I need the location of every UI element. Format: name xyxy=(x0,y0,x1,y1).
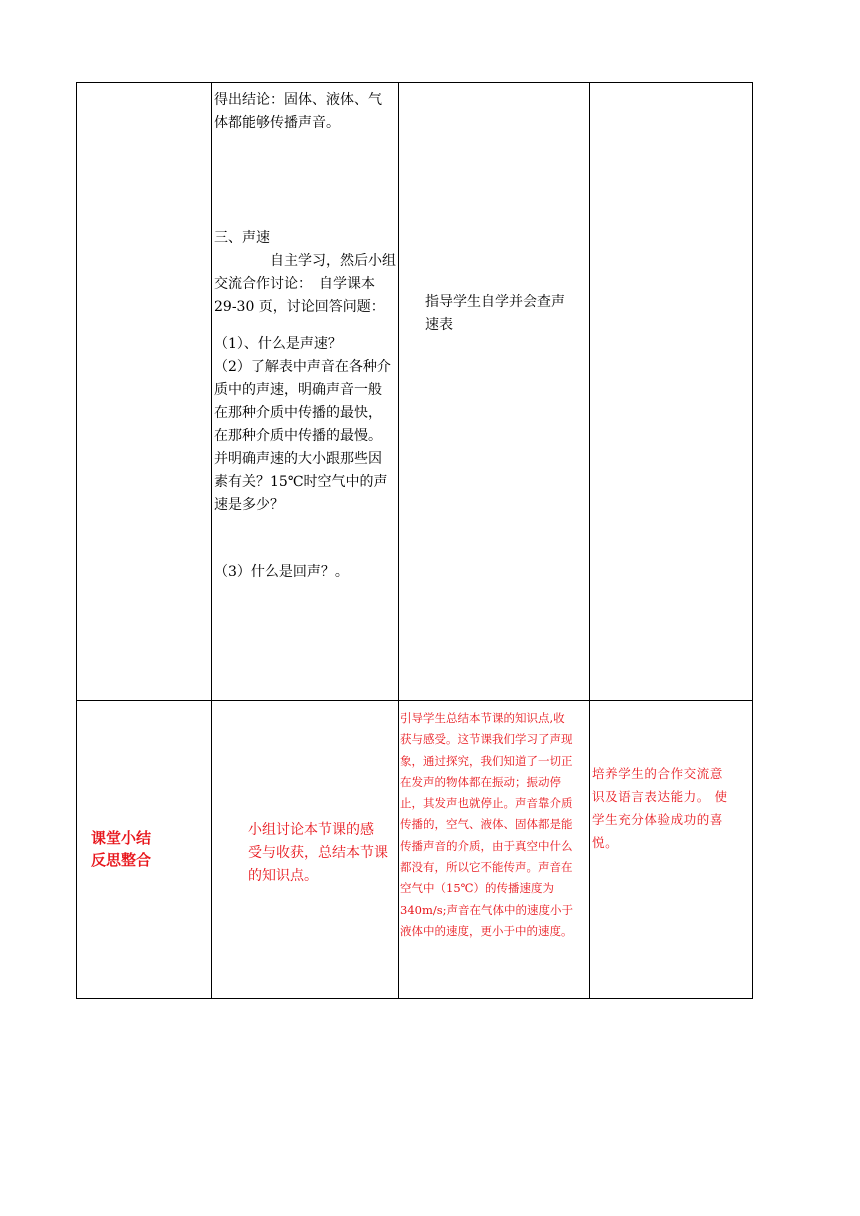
instruction-text: 29-30 页，讨论回答问题： xyxy=(214,299,385,315)
section-title: 三、声速 xyxy=(214,230,270,246)
teacher-summary-line: 在发声的物体都在振动；振动停 xyxy=(400,774,561,789)
intent-text: 培养学生的合作交流意 xyxy=(592,766,724,781)
student-summary-text: 的知识点。 xyxy=(248,868,318,884)
teacher-guidance: 指导学生自学并会查声 xyxy=(425,294,565,310)
student-summary-text: 受与收获，总结本节课 xyxy=(248,845,388,861)
teacher-summary-line: 液体中的速度，更小于中的速度。 xyxy=(400,923,573,938)
question-2: 素有关？15℃时空气中的声 xyxy=(214,474,388,490)
question-1: （1）、什么是声速？ xyxy=(214,336,342,352)
teacher-summary-line: 引导学生总结本节课的知识点,收 xyxy=(400,711,565,725)
question-2: 速是多少？ xyxy=(214,497,284,513)
teacher-summary-line: 象，通过探究，我们知道了一切正 xyxy=(400,753,573,768)
intent-text: 识及语言表达能力。 使 xyxy=(592,789,728,804)
row1-activity-cell xyxy=(214,89,399,584)
summary-section-label xyxy=(91,827,206,871)
instruction-text: 自主学习，然后小组 xyxy=(270,253,396,269)
lesson-plan-table xyxy=(76,82,753,999)
teacher-summary-line: 获与感受。这节课我们学习了声现 xyxy=(400,732,573,747)
question-2: 在那种介质中传播的最快， xyxy=(214,405,382,421)
question-2: 在那种介质中传播的最慢。 xyxy=(214,428,382,444)
teacher-summary-line: 传播声音的介质，由于真空中什么 xyxy=(400,838,573,853)
summary-label-line: 反思整合 xyxy=(91,851,152,869)
teacher-summary-line: 空气中（15℃）的传播速度为 xyxy=(400,881,554,896)
student-summary-text: 小组讨论本节课的感 xyxy=(248,822,374,838)
teacher-summary-line: 340m/s;声音在气体中的速度小于 xyxy=(400,902,574,917)
teacher-summary-line: 传播的，空气、液体、固体都是能 xyxy=(400,817,573,832)
row1-teacher-cell xyxy=(425,291,585,337)
column-divider xyxy=(211,83,212,998)
row2-teacher-cell xyxy=(400,708,589,942)
question-2: （2）了解表中声音在各种介 xyxy=(214,359,391,375)
teacher-guidance: 速表 xyxy=(425,317,453,333)
question-3: （3）什么是回声？。 xyxy=(214,564,349,580)
row2-student-cell xyxy=(248,819,398,888)
row-divider xyxy=(77,700,752,701)
intent-text: 悦。 xyxy=(592,835,619,850)
teacher-summary-line: 都没有，所以它不能传声。声音在 xyxy=(400,860,573,875)
conclusion-text: 得出结论：固体、液体、气 xyxy=(214,92,382,108)
row2-intent-cell xyxy=(592,762,752,854)
column-divider xyxy=(589,83,590,998)
summary-label-line: 课堂小结 xyxy=(91,829,152,847)
teacher-summary-line: 止，其发声也就停止。声音靠介质 xyxy=(400,796,573,811)
intent-text: 学生充分体验成功的喜 xyxy=(592,812,724,827)
question-2: 并明确声速的大小跟那些因 xyxy=(214,451,382,467)
instruction-text: 交流合作讨论： 自学课本 xyxy=(214,276,375,292)
conclusion-text: 体都能够传播声音。 xyxy=(214,115,340,131)
question-2: 质中的声速，明确声音一般 xyxy=(214,382,382,398)
